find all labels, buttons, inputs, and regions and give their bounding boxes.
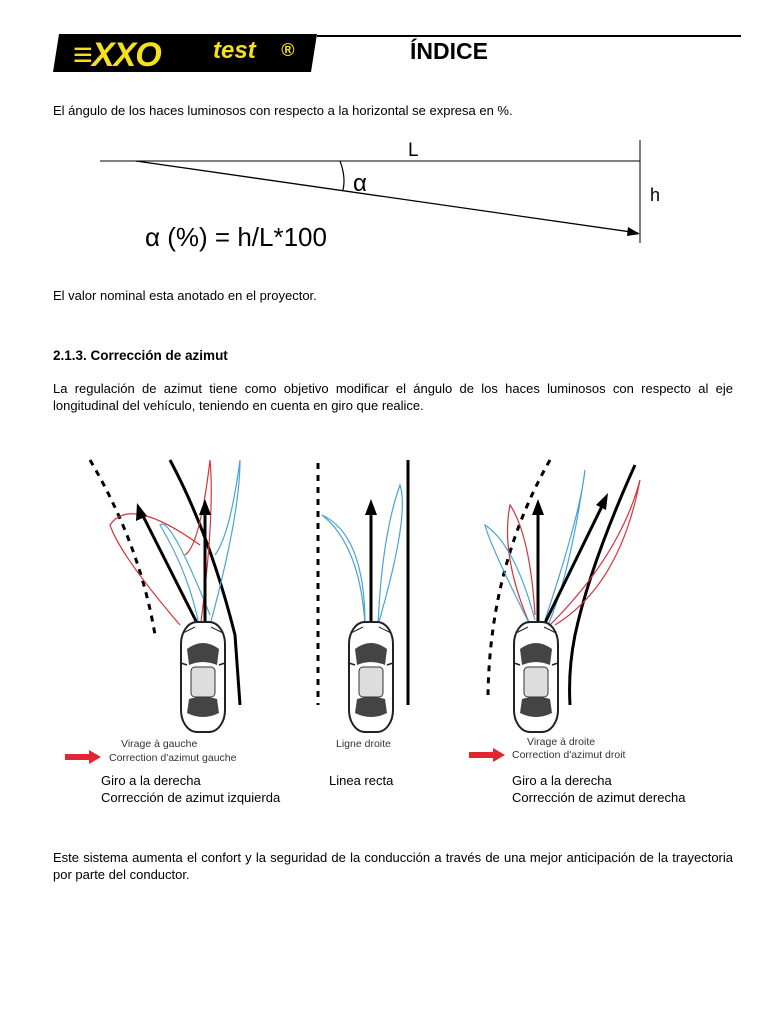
panel1-fr-line1: Virage à gauche — [121, 738, 198, 750]
angle-diagram — [100, 128, 680, 253]
svg-text:®: ® — [281, 40, 295, 60]
panel1-es-line1: Giro a la derecha — [101, 773, 201, 788]
svg-text:test: test — [213, 37, 256, 64]
panel3-fr-line1: Virage à droite — [527, 736, 596, 748]
panel2-es-line1: Linea recta — [329, 773, 394, 788]
panel-straight — [318, 460, 408, 732]
panel-right-turn — [485, 460, 640, 732]
panel-left-turn — [90, 460, 240, 732]
panel2-fr-line1: Ligne droite — [336, 738, 391, 750]
panel1-es-line2: Corrección de azimut izquierda — [101, 790, 281, 805]
exxotest-logo — [53, 34, 317, 72]
section-paragraph: La regulación de azimut tiene como objetivo modificar el ángulo de los haces luminosos con respecto al eje longitudinal del vehículo, teniendo en cuenta en giro que realice. — [53, 381, 733, 413]
red-arrow-icon — [65, 750, 101, 764]
panel1-fr-line2: Correction d'azimut gauche — [109, 752, 237, 764]
label-h: h — [650, 185, 661, 205]
svg-text:≡XXO: ≡XXO — [73, 36, 161, 72]
intro-text: El ángulo de los haces luminosos con respecto a la horizontal se expresa en %. — [53, 103, 513, 118]
panel3-es-line2: Corrección de azimut derecha — [512, 790, 686, 805]
panel3-es-line1: Giro a la derecha — [512, 773, 612, 788]
closing-paragraph: Este sistema aumenta el confort y la seguridad de la conducción a través de una mejor anticipación de la trayectoria por parte del conductor. — [53, 850, 733, 882]
label-alpha: α — [353, 170, 367, 197]
header-rule — [317, 35, 741, 37]
nominal-note: El valor nominal esta anotado en el proyector. — [53, 288, 317, 303]
label-L: L — [408, 140, 419, 161]
red-arrow-icon — [469, 748, 505, 762]
panel3-fr-line2: Correction d'azimut droit — [512, 749, 626, 761]
page-title: ÍNDICE — [410, 38, 488, 64]
section-heading: 2.1.3. Corrección de azimut — [53, 348, 228, 363]
azimuth-figure — [60, 455, 720, 755]
formula: α (%) = h/L*100 — [145, 222, 327, 252]
